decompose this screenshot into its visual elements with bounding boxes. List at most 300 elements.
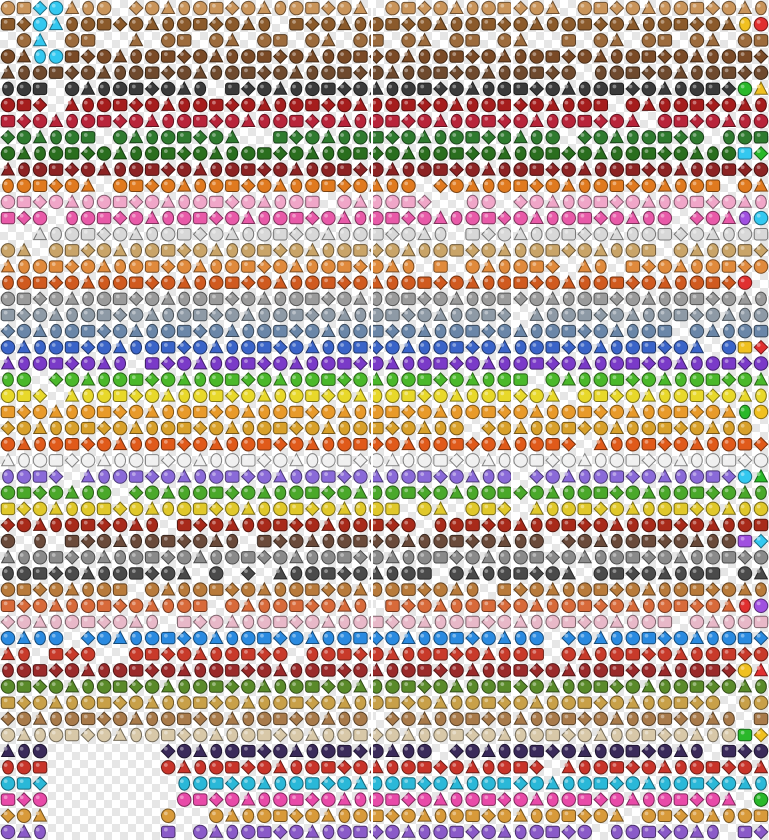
potion-icon [1, 115, 14, 126]
scroll-icon [115, 454, 126, 467]
coin-icon [498, 696, 511, 709]
boot-icon [322, 83, 335, 94]
coin-icon [611, 341, 622, 354]
potion-icon [403, 357, 414, 370]
scroll-icon [1, 809, 14, 822]
ring-icon [226, 518, 239, 530]
gem-icon [483, 664, 494, 677]
potion-icon [402, 373, 415, 386]
coin-icon [17, 196, 30, 207]
star-icon [226, 762, 239, 773]
gem-icon [258, 342, 271, 353]
arrow-icon [34, 421, 47, 433]
potion-icon [338, 567, 351, 580]
shield-icon [402, 131, 415, 144]
potion-icon [402, 341, 415, 353]
arrow-icon [642, 518, 655, 531]
coin-icon [562, 18, 575, 31]
potion-icon [210, 438, 223, 450]
boot-icon [530, 389, 543, 402]
potion-icon [145, 631, 158, 644]
arrow-icon [658, 454, 671, 467]
coin-icon [690, 584, 703, 595]
arrow-icon [114, 631, 127, 643]
amulet-icon [403, 163, 414, 176]
coin-icon [706, 568, 719, 579]
gem-icon [131, 728, 142, 741]
scroll-icon [33, 696, 46, 709]
amulet-icon [49, 728, 62, 741]
potion-icon [163, 114, 174, 127]
amulet-icon [738, 131, 751, 144]
shield-icon [658, 308, 671, 321]
potion-icon [81, 341, 94, 354]
star-icon [81, 229, 94, 240]
shield-icon [546, 163, 559, 176]
amulet-icon [692, 744, 703, 757]
ring-icon [194, 600, 207, 611]
star-icon [386, 244, 399, 257]
potion-icon [434, 244, 447, 257]
potion-icon [114, 244, 127, 256]
arrow-icon [546, 324, 559, 337]
shield-icon [258, 82, 271, 95]
gem-icon [578, 341, 591, 354]
shield-icon [195, 276, 206, 289]
shield-icon [226, 648, 239, 661]
scroll-icon [706, 583, 719, 596]
boot-icon [146, 114, 159, 126]
shield-icon [17, 324, 30, 337]
coin-icon [242, 502, 255, 514]
potion-icon [626, 649, 639, 660]
star-icon [466, 502, 479, 515]
coin-icon [322, 744, 335, 757]
gem-icon [674, 66, 687, 78]
arrow-icon [451, 599, 462, 612]
coin-icon [81, 18, 94, 31]
arrow-icon [226, 777, 239, 790]
star-icon [434, 98, 447, 111]
shield-icon [290, 454, 303, 466]
scroll-icon [113, 470, 126, 483]
coin-icon [290, 357, 303, 369]
boot-icon [658, 519, 671, 530]
arrow-icon [81, 260, 94, 273]
potion-icon [322, 114, 335, 127]
boot-icon [323, 50, 334, 63]
scroll-icon [740, 502, 751, 515]
boot-icon [306, 584, 319, 595]
gem-icon [530, 18, 543, 30]
potion-icon [658, 66, 671, 79]
gem-icon [242, 389, 255, 402]
arrow-icon [97, 697, 110, 708]
ring-icon [482, 680, 495, 693]
gem-icon [562, 422, 575, 433]
potion-icon [450, 712, 463, 725]
star-icon [563, 680, 574, 693]
gem-icon [210, 487, 223, 498]
amulet-icon [162, 389, 175, 401]
amulet-icon [386, 697, 399, 708]
arrow-icon [17, 470, 30, 483]
shield-icon [658, 793, 671, 806]
shield-icon [450, 454, 463, 467]
potion-icon [626, 164, 639, 175]
star-icon [626, 502, 639, 514]
gem-icon [258, 373, 271, 386]
arrow-icon [274, 664, 287, 676]
boot-icon [113, 681, 126, 692]
shield-icon [530, 211, 543, 223]
potion-icon [610, 195, 623, 208]
arrow-icon [1, 486, 14, 499]
star-icon [291, 82, 302, 95]
gem-icon [690, 502, 703, 515]
amulet-icon [722, 164, 735, 175]
shield-icon [178, 793, 191, 806]
star-icon [594, 615, 607, 628]
potion-icon [129, 696, 142, 709]
boot-icon [226, 357, 239, 370]
arrow-icon [434, 147, 447, 160]
star-icon [291, 567, 302, 580]
ring-icon [450, 777, 463, 789]
scroll-icon [754, 438, 767, 451]
star-icon [210, 793, 223, 806]
coin-icon [33, 665, 46, 676]
potion-icon [65, 421, 78, 434]
gem-icon [322, 163, 335, 176]
potion-icon [290, 712, 303, 725]
potion-icon [626, 664, 639, 677]
shield-icon [65, 648, 78, 661]
boot-icon [450, 148, 463, 159]
potion-icon [755, 761, 768, 773]
potion-icon [274, 276, 287, 288]
coin-icon [706, 83, 719, 94]
potion-icon [514, 18, 527, 31]
boot-icon [724, 809, 735, 822]
boot-icon [242, 793, 255, 805]
ring-icon [466, 728, 479, 741]
amulet-icon [594, 567, 607, 580]
potion-icon [722, 373, 735, 386]
scroll-icon [129, 389, 142, 402]
coin-icon [498, 211, 511, 224]
ring-icon [562, 454, 575, 467]
arrow-icon [194, 389, 207, 402]
star-icon [578, 147, 591, 160]
amulet-icon [754, 534, 767, 547]
ring-icon [307, 744, 318, 757]
potion-icon [578, 292, 591, 305]
potion-icon [322, 98, 335, 111]
scroll-icon [692, 163, 703, 176]
boot-icon [322, 551, 335, 564]
coin-icon [546, 51, 559, 62]
ring-icon [418, 389, 431, 402]
scroll-icon [163, 308, 174, 321]
coin-icon [482, 260, 495, 272]
shield-icon [563, 98, 574, 111]
shield-icon [50, 696, 63, 708]
boot-icon [627, 131, 638, 144]
amulet-icon [658, 373, 671, 385]
amulet-icon [418, 615, 431, 627]
shield-icon [594, 2, 607, 13]
potion-icon [466, 664, 479, 676]
ring-icon [290, 292, 303, 305]
gem-icon [113, 308, 126, 321]
boot-icon [354, 439, 367, 450]
star-icon [562, 696, 575, 709]
boot-icon [194, 438, 207, 451]
potion-icon [17, 82, 30, 95]
amulet-icon [707, 712, 720, 724]
potion-icon [19, 66, 30, 79]
amulet-icon [514, 292, 527, 305]
amulet-icon [642, 421, 655, 434]
shield-icon [33, 260, 46, 273]
potion-icon [595, 744, 606, 757]
amulet-icon [610, 502, 623, 515]
coin-icon [626, 308, 639, 320]
boot-icon [626, 583, 639, 596]
potion-icon [49, 455, 62, 466]
ring-icon [739, 389, 752, 401]
potion-icon [1, 98, 14, 111]
gem-icon [274, 810, 287, 821]
star-icon [194, 825, 207, 838]
ring-icon [354, 583, 367, 595]
boot-icon [322, 66, 335, 79]
boot-icon [723, 308, 736, 320]
gem-icon [338, 114, 351, 126]
gem-icon [65, 439, 78, 450]
coin-icon [354, 632, 367, 643]
star-icon [145, 486, 158, 499]
coin-icon [226, 83, 239, 94]
boot-icon [147, 615, 158, 628]
coin-icon [514, 180, 527, 191]
scroll-icon [1, 309, 14, 320]
scroll-icon [451, 405, 462, 418]
star-icon [674, 341, 687, 354]
star-icon [146, 502, 159, 514]
amulet-icon [65, 712, 78, 725]
potion-icon [307, 648, 318, 661]
boot-icon [242, 308, 255, 320]
arrow-icon [290, 115, 303, 126]
star-icon [642, 470, 655, 483]
potion-icon [274, 761, 287, 773]
boot-icon [531, 421, 542, 434]
potion-icon [33, 18, 46, 31]
scroll-icon [66, 583, 79, 595]
star-icon [658, 422, 671, 433]
amulet-icon [274, 567, 287, 579]
ring-icon [33, 599, 46, 612]
scroll-icon [145, 341, 158, 354]
shield-icon [482, 825, 495, 838]
coin-icon [65, 535, 78, 546]
gem-icon [179, 98, 190, 111]
coin-icon [467, 292, 478, 305]
boot-icon [546, 357, 559, 370]
boot-icon [642, 51, 655, 62]
scroll-icon [610, 421, 623, 433]
gem-icon [450, 245, 463, 256]
potion-icon [322, 599, 335, 612]
potion-icon [1, 600, 14, 611]
arrow-icon [306, 82, 319, 95]
arrow-icon [578, 680, 591, 693]
coin-icon [354, 163, 367, 176]
ring-icon [626, 261, 639, 272]
potion-icon [386, 406, 399, 417]
scroll-icon [514, 680, 527, 693]
star-icon [498, 390, 511, 401]
amulet-icon [594, 534, 607, 546]
arrow-icon [754, 147, 767, 160]
boot-icon [450, 648, 463, 661]
scroll-icon [386, 115, 399, 126]
scroll-icon [643, 308, 654, 321]
boot-icon [435, 228, 446, 241]
star-icon [258, 163, 271, 176]
amulet-icon [97, 115, 110, 126]
coin-icon [402, 2, 415, 13]
shield-icon [594, 518, 607, 531]
ring-icon [707, 34, 720, 46]
shield-icon [99, 567, 110, 580]
boot-icon [306, 615, 319, 628]
star-icon [562, 713, 575, 724]
ring-icon [498, 631, 511, 643]
arrow-icon [450, 583, 463, 595]
shield-icon [514, 277, 527, 288]
scroll-icon [498, 244, 511, 256]
scroll-icon [578, 1, 591, 14]
star-icon [83, 195, 94, 208]
shield-icon [226, 665, 239, 676]
star-icon [33, 357, 46, 370]
coin-icon [562, 35, 575, 46]
star-icon [546, 245, 559, 256]
shield-icon [258, 51, 271, 62]
amulet-icon [97, 98, 110, 111]
star-icon [131, 534, 142, 547]
potion-icon [258, 324, 271, 337]
amulet-icon [546, 680, 559, 692]
scroll-icon [355, 696, 366, 709]
boot-icon [435, 712, 446, 725]
star-icon [546, 260, 559, 273]
potion-icon [451, 696, 462, 709]
potion-icon [434, 276, 447, 289]
coin-icon [258, 439, 271, 450]
arrow-icon [81, 728, 94, 741]
ring-icon [706, 18, 719, 31]
star-icon [17, 390, 30, 401]
ring-icon [226, 34, 239, 46]
potion-icon [594, 761, 607, 774]
boot-icon [161, 66, 174, 79]
potion-icon [706, 389, 719, 402]
amulet-icon [113, 82, 126, 95]
gem-icon [306, 681, 319, 692]
arrow-icon [610, 615, 623, 627]
shield-icon [131, 438, 142, 451]
arrow-icon [722, 276, 735, 289]
star-icon [531, 324, 542, 337]
shield-icon [659, 777, 670, 790]
arrow-icon [258, 712, 271, 725]
ring-icon [162, 680, 175, 692]
coin-icon [161, 761, 174, 774]
potion-icon [290, 195, 303, 208]
ring-icon [530, 82, 543, 95]
arrow-icon [578, 712, 591, 725]
scroll-icon [81, 551, 94, 564]
star-icon [129, 83, 142, 94]
coin-icon [579, 470, 590, 483]
potion-icon [466, 179, 479, 191]
boot-icon [33, 471, 46, 482]
gem-icon [131, 244, 142, 257]
boot-icon [659, 1, 670, 14]
arrow-icon [418, 228, 431, 240]
ring-icon [290, 809, 303, 822]
boot-icon [562, 793, 575, 806]
gem-icon [674, 50, 687, 63]
arrow-icon [482, 1, 495, 14]
arrow-icon [466, 534, 479, 547]
potion-icon [498, 82, 511, 95]
scroll-icon [211, 163, 222, 176]
boot-icon [738, 729, 751, 740]
star-icon [578, 648, 591, 660]
scroll-icon [754, 454, 767, 467]
arrow-icon [466, 66, 479, 79]
boot-icon [227, 825, 238, 838]
amulet-icon [18, 825, 31, 837]
arrow-icon [546, 292, 559, 304]
gem-icon [434, 793, 447, 805]
arrow-icon [145, 534, 158, 547]
amulet-icon [418, 114, 431, 127]
star-icon [306, 18, 319, 31]
boot-icon [483, 82, 494, 95]
boot-icon [579, 761, 590, 774]
coin-icon [338, 696, 351, 708]
ring-icon [626, 745, 639, 756]
scroll-icon [674, 680, 687, 693]
coin-icon [658, 713, 671, 724]
shield-icon [113, 518, 126, 531]
star-icon [690, 308, 703, 321]
shield-icon [402, 599, 415, 612]
arrow-icon [546, 809, 559, 822]
star-icon [482, 454, 495, 466]
potion-icon [129, 195, 142, 208]
scroll-icon [706, 98, 719, 111]
coin-icon [386, 551, 399, 563]
boot-icon [594, 196, 607, 207]
gem-icon [97, 341, 110, 354]
